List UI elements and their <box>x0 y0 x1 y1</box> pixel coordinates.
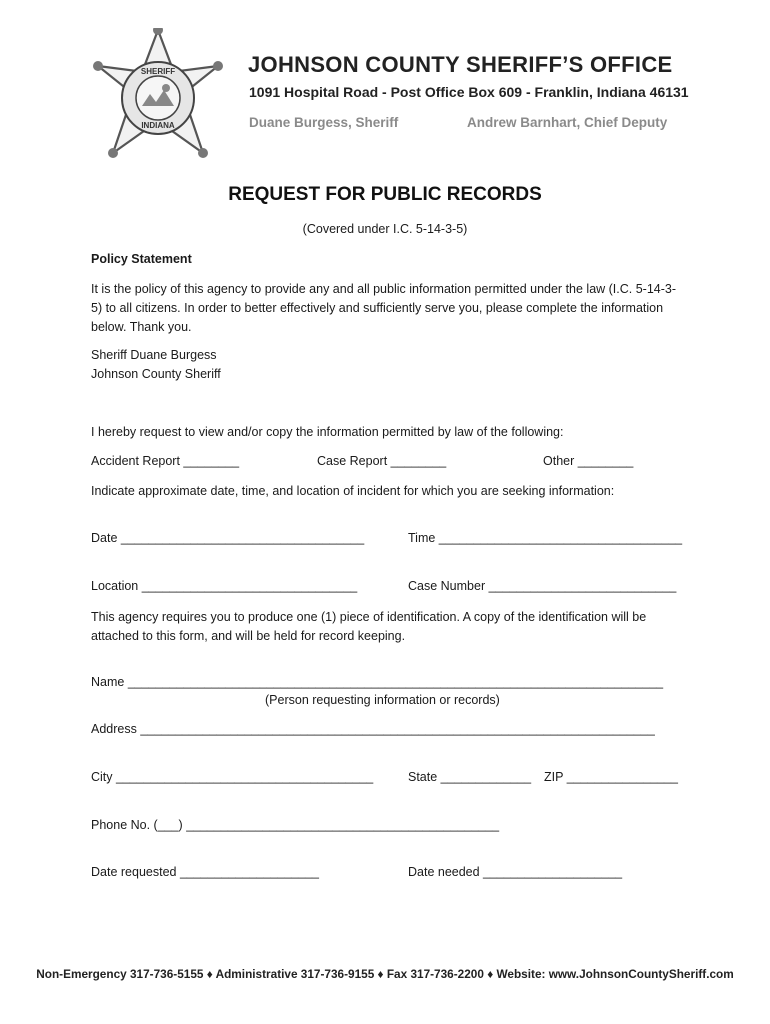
office-address: 1091 Hospital Road - Post Office Box 609 - Franklin, Indiana 46131 <box>249 84 689 100</box>
office-name: JOHNSON COUNTY SHERIFF’S OFFICE <box>248 52 673 77</box>
svg-text:SHERIFF: SHERIFF <box>140 67 176 76</box>
date-needed-field[interactable]: Date needed ____________________ <box>408 865 623 879</box>
signature-name: Sheriff Duane Burgess <box>91 348 217 362</box>
case-report-field[interactable]: Case Report ________ <box>317 454 447 468</box>
accident-report-field[interactable]: Accident Report ________ <box>91 454 240 468</box>
signature-title: Johnson County Sheriff <box>91 367 221 381</box>
policy-text: It is the policy of this agency to provide any and all public information permitted under the law (I.C. 5-14-3-5) to all citizens. In order to better effectively and sufficiently serve you, please complete the information below. Thank you. <box>91 282 677 334</box>
incident-time-field[interactable]: Time ___________________________________ <box>408 531 683 545</box>
policy-heading: Policy Statement <box>91 252 192 266</box>
requester-address-field[interactable]: Address __________________________________________________________________________ <box>91 722 655 736</box>
zip-field[interactable]: ZIP ________________ <box>544 770 678 784</box>
chief-deputy-name: Andrew Barnhart, Chief Deputy <box>467 115 668 130</box>
requester-name-field[interactable]: Name _____________________________________________________________________________ <box>91 675 664 689</box>
date-requested-field[interactable]: Date requested ____________________ <box>91 865 319 879</box>
contact-footer: Non-Emergency 317-736-5155 ♦ Administrative 317-736-9155 ♦ Fax 317-736-2200 ♦ Website: www.JohnsonCountySheriff.com <box>36 967 734 981</box>
phone-field[interactable]: Phone No. (___) _____________________________________________ <box>91 818 500 832</box>
document-subtitle: (Covered under I.C. 5-14-3-5) <box>302 222 468 236</box>
city-field[interactable]: City _____________________________________ <box>91 770 374 784</box>
other-field[interactable]: Other ________ <box>543 454 634 468</box>
sheriff-name: Duane Burgess, Sheriff <box>249 115 399 130</box>
document-title: REQUEST FOR PUBLIC RECORDS <box>228 184 542 205</box>
request-intro: I hereby request to view and/or copy the information permitted by law of the following: <box>91 425 564 439</box>
incident-instructions: Indicate approximate date, time, and location of incident for which you are seeking information: <box>91 484 615 498</box>
requester-name-note: (Person requesting information or records) <box>265 693 500 707</box>
state-field[interactable]: State _____________ <box>408 770 532 784</box>
incident-date-field[interactable]: Date ___________________________________ <box>91 531 365 545</box>
case-number-field[interactable]: Case Number ___________________________ <box>408 579 677 593</box>
svg-text:INDIANA: INDIANA <box>141 121 175 130</box>
incident-location-field[interactable]: Location _______________________________ <box>91 579 358 593</box>
sheriff-badge-logo <box>84 28 232 164</box>
identification-text: This agency requires you to produce one (1) piece of identification. A copy of the identification will be attached to this form, and will be held for record keeping. <box>91 610 647 643</box>
